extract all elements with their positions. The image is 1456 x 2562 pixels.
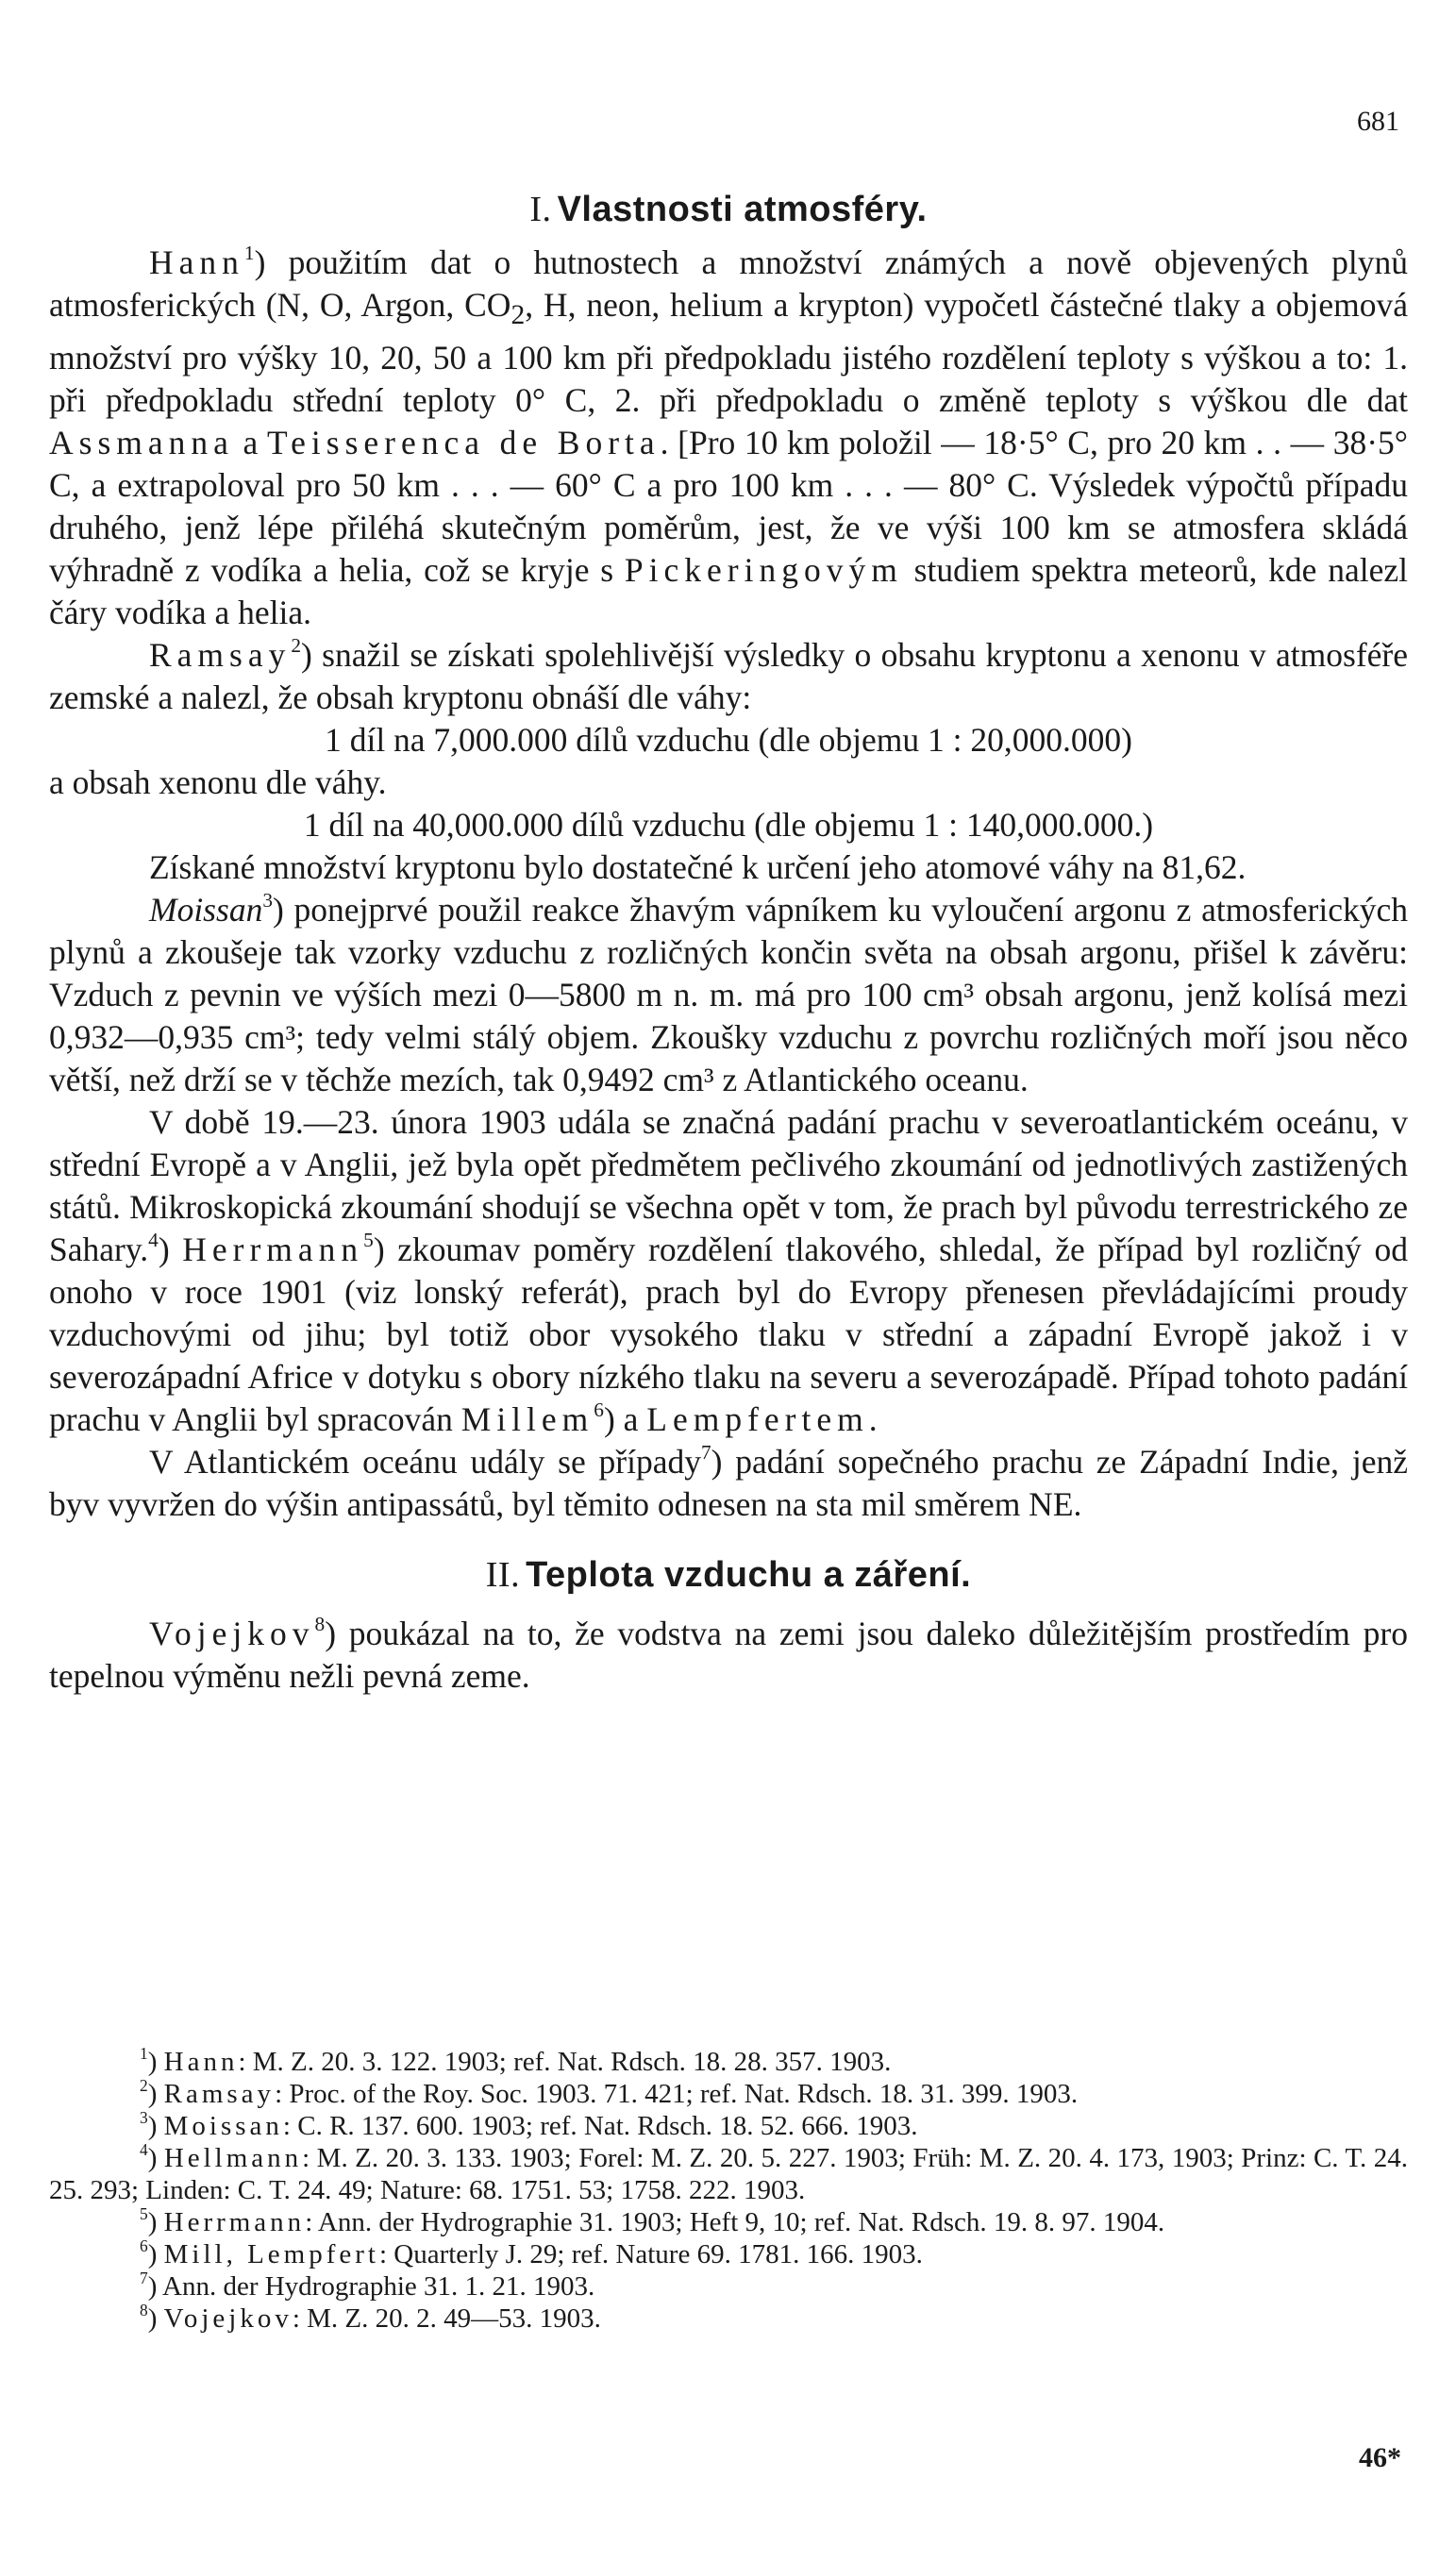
footnote: $^7$) Ann. der Hydrographie 31. 1. 21. 1903. <box>140 2268 595 2302</box>
footnote: $^6$) Mill, Lempfert: Quarterly J. 29; ref. Nature 69. 1781. 166. 1903. <box>140 2235 923 2269</box>
paragraph-vojejkov: Vojejkov$^8$) poukázal na to, že vodstva na zemi jsou daleko důležitějším prostředím pro tepelnou výměnu nežli pevná zeme. <box>49 1613 1408 1696</box>
paragraph-text: Získané množství kryptonu bylo dostatečné k určení jeho atomové váhy na 81,62. <box>149 848 1247 887</box>
footnote: $^8$) Vojejkov: M. Z. 20. 2. 49—53. 1903. <box>140 2300 601 2334</box>
author-name: Lempfertem <box>646 1400 869 1439</box>
section-heading-2 <box>49 1554 1408 1596</box>
footnote: $^3$) Moissan: C. R. 137. 600. 1903; ref. Nat. Rdsch. 18. 52. 666. 1903. <box>140 2107 918 2141</box>
author-name: Millem <box>460 1400 594 1439</box>
footnote: $^2$) Ramsay: Proc. of the Roy. Soc. 1903. 71. 421; ref. Nat. Rdsch. 18. 31. 399. 1903. <box>140 2075 1079 2109</box>
section-title-1: Vlastnosti atmosféry. <box>557 190 928 229</box>
footnote: $^4$) Hellmann: M. Z. 20. 3. 133. 1903; Forel: M. Z. 20. 5. 227. 1903; Früh: M. Z. 20. 4. 173, 1903; Prinz: C. T. 24. 25. 293; Linden: C. T. 24. 49; Nature: 68. 1751. 53; 1758. 222. 1903. <box>49 2139 1408 2205</box>
paragraph-dust: V době 19.—23. února 1903 udála se značná padání prachu v severoatlantickém oceánu, v střední Evropě a v Anglii, jež byla opět předmětem pečlivého zkoumání od jednotlivých zastižených států. Mikroskopická zkoumání shodují se všechna opět v tom, že prach byl původu terrestrického ze Sahary.$^4$) Herrmann$^5$) zkoumav poměry rozdělení tlakového, shledal, že případ byl rozličný od onoho v roce 1901 (viz lonský referát), prach byl do Evropy přenesen převládajícími proudy vzduchovými od jihu; byl totiž obor vysokého tlaku v střední a západní Evropě jakož i v severozápadní Africe v dotyku s obory nízkého tlaku na severu a severozápadě. Případ tohoto padání prachu v Anglii byl spracován Millem$^6$) a Lempfertem. <box>49 1103 1408 1439</box>
section-heading-1 <box>49 189 1408 230</box>
paragraph-ramsay: Ramsay$^2$) snažil se získati spolehlivější výsledky o obsahu kryptonu a xenonu v atmosféře zemské a nalezl, že obsah kryptonu obnáší dle váhy: <box>49 634 1408 717</box>
author-name: Pickeringovým <box>624 551 903 590</box>
author-name: Ramsay <box>149 636 292 675</box>
paragraph-moissan: Moissan$^3$) ponejprvé použil reakce žhavým vápníkem ku vyloučení argonu z atmosferických plynů a zkoušeje tak vzorky vzduchu z rozličných končin světa na obsah argonu, přišel k závěru: Vzduch z pevnin ve výších mezi 0—5800 m n. m. má pro 100 cm³ obsah argonu, jenž kolísá mezi 0,932—0,935 cm³; tedy velmi stálý objem. Zkoušky vzduchu z povrchu rozličných moří jsou něco větší, než drží se v těchže mezích, tak 0,9492 cm³ z Atlantického oceanu. <box>49 889 1408 1099</box>
footnote-ref: 4 <box>148 1229 159 1252</box>
author-name: Vojejkov <box>149 1615 315 1653</box>
paragraph-atlantic: V Atlantickém oceánu udály se případy$^7$) padání sopečného prachu ze Západní Indie, jenž byv vyvržen do výšin antipassátů, byl těmito odnesen na sta mil směrem NE. <box>49 1441 1408 1524</box>
author-name: Teisserenca de Borta <box>266 424 661 462</box>
paragraph-text: a obsah xenonu dle váhy. <box>49 763 387 802</box>
paragraph-hann: Hann$^1$) použitím dat o hutnostech a množství známých a nově objevených plynů atmosferických (N, O, Argon, $CO_2$, H, neon, helium a krypton) vypočetl částečné tlaky a objemová množství pro výšky 10, 20, 50 a 100 km při předpokladu jistého rozdělení teploty s výškou a to: 1. při předpokladu střední teploty 0° C, 2. při předpokladu o změně teploty s výškou dle dat Assmanna a Teisserenca de Borta. [Pro 10 km položil — 18·5° C, pro 20 km . . — 38·5° C, a extrapoloval pro 50 km . . . — 60° C a pro 100 km . . . — 80° C. Výsledek výpočtů případu druhého, jenž lépe přiléhá skutečným poměrům, jest, že ve výši 100 km se atmosfera skládá výhradně z vodíka a helia, což se kryje s Pickeringovým studiem spektra meteorů, kde nalezl čáry vodíka a helia. <box>49 242 1409 632</box>
ratio-line-xenon: 1 díl na 40,000.000 dílů vzduchu (dle objemu 1 : 140,000.000.) <box>303 806 1154 845</box>
footnote-ref: 3 <box>262 889 273 913</box>
footnote-ref: 8 <box>314 1613 326 1636</box>
section-roman-1: I. <box>529 190 552 229</box>
footnote-ref: 7 <box>701 1441 711 1465</box>
footnote-ref: 5 <box>363 1229 374 1252</box>
author-name: Hann <box>149 243 244 281</box>
footnote-ref: 2 <box>291 634 302 658</box>
author-name: Assmanna <box>49 424 234 462</box>
footnote-ref: 1 <box>243 242 255 265</box>
footnotes <box>49 2043 1408 2335</box>
page-number: 681 <box>1357 106 1399 137</box>
footnote: $^5$) Herrmann: Ann. der Hydrographie 31. 1903; Heft 9, 10; ref. Nat. Rdsch. 19. 8. 97. 1904. <box>140 2203 1165 2237</box>
ratio-line-krypton: 1 díl na 7,000.000 dílů vzduchu (dle objemu 1 : 20,000.000) <box>325 721 1132 760</box>
footnote-ref: 6 <box>594 1398 604 1422</box>
section-roman-2: II. <box>485 1555 521 1596</box>
section-title-2: Teplota vzduchu a záření. <box>526 1555 972 1596</box>
signature-mark: 46* <box>1359 2442 1401 2473</box>
article-body <box>49 189 1408 1698</box>
author-name: Herrmann <box>182 1231 364 1269</box>
footnote: $^1$) Hann: M. Z. 20. 3. 122. 1903; ref. Nat. Rdsch. 18. 28. 357. 1903. <box>140 2043 892 2077</box>
author-name: Moissan <box>149 891 263 929</box>
